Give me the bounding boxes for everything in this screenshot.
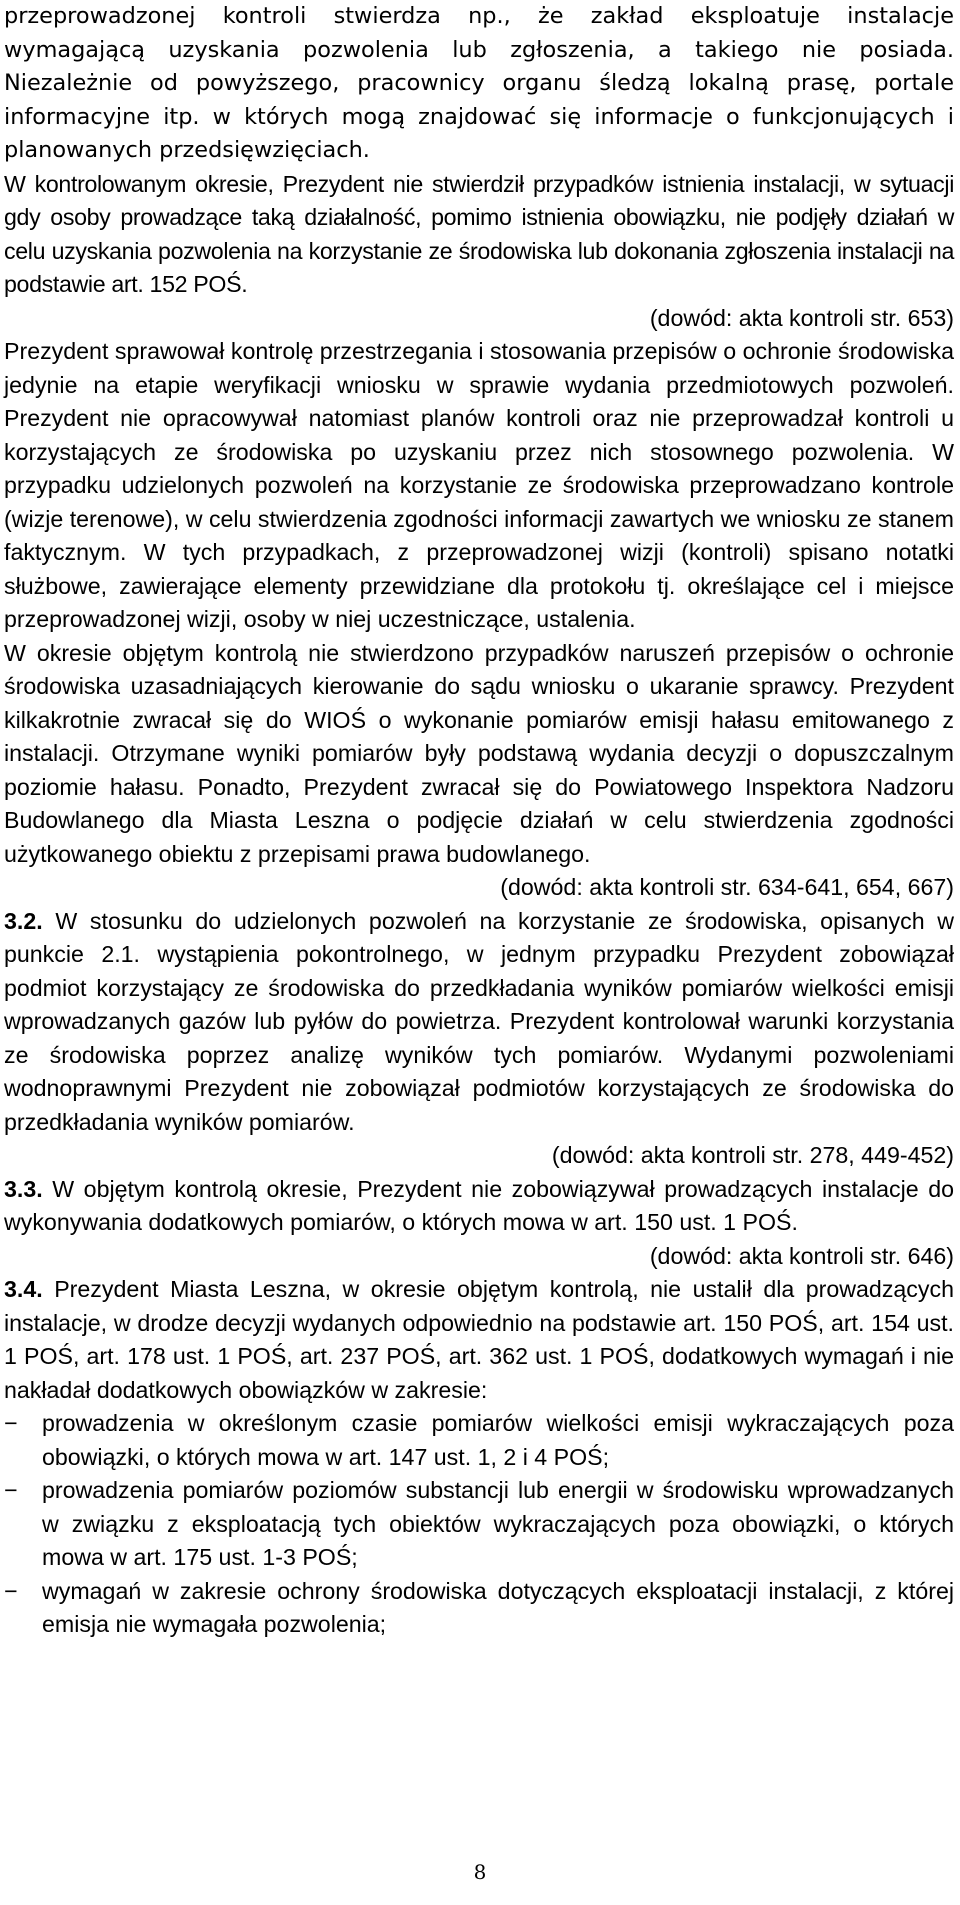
section-3-3 [4, 1173, 954, 1240]
list-item [4, 1407, 954, 1474]
page-number: 8 [473, 1860, 487, 1884]
requirements-list [4, 1407, 954, 1642]
dash-bullet: − [4, 1410, 18, 1436]
section-number: 3.2. [4, 907, 43, 934]
section-3-4 [4, 1273, 954, 1407]
list-item [4, 1474, 954, 1575]
list-item-text: prowadzenia w określonym czasie pomiarów wielkości emisji wykraczających poza obowiązki, o których mowa w art. 147 ust. 1, 2 i 4 POŚ; [42, 1410, 954, 1470]
paragraph-control-supervision: Prezydent sprawował kontrolę przestrzegania i stosowania przepisów o ochronie środowiska jedynie na etapie weryfikacji wniosku w sprawie wydania przedmiotowych pozwoleń. Prezydent nie opracowywał natomiast planów kontroli oraz nie przeprowadzał kontroli u korzystających ze środowiska po uzyskaniu przez nich stosownego pozwolenia. W przypadku udzielonych pozwoleń na korzystanie ze środowiska przeprowadzano kontrole (wizje terenowe), w celu stwierdzenia zgodności informacji zawartych we wniosku ze stanem faktycznym. W tych przypadkach, z przeprowadzonej wizji (kontroli) spisano notatki służbowe, zawierające elementy przewidziane dla protokołu tj. określające cel i miejsce przeprowadzonej wizji, osoby w niej uczestniczące, ustalenia. [4, 338, 954, 632]
evidence-reference: (dowód: akta kontroli str. 278, 449-452) [551, 1142, 954, 1168]
paragraph-no-court-motions: W okresie objętym kontrolą nie stwierdzono przypadków naruszeń przepisów o ochronie środowiska uzasadniających kierowanie do sądu wniosku o ukaranie sprawcy. Prezydent kilkakrotnie zwracał się do WIOŚ o wykonanie pomiarów emisji hałasu emitowanego z instalacji. Otrzymane wyniki pomiarów były podstawą wydania decyzji o dopuszczalnym poziomie hałasu. Ponadto, Prezydent zwracał się do Powiatowego Inspektora Nadzoru Budowlanego dla Miasta Leszna o podjęcie działań w celu stwierdzenia zgodności użytkowanego obiektu z przepisami prawa budowlanego. [4, 639, 954, 867]
section-text: W stosunku do udzielonych pozwoleń na korzystanie ze środowiska, opisanych w punkcie 2.1. wystąpienia pokontrolnego, w jednym przypadku Prezydent zobowiązał podmiot korzystający ze środowiska do przedkładania wyników pomiarów wielkości emisji wprowadzanych gazów lub pyłów do powietrza. Prezydent kontrolował warunki korzystania ze środowiska poprzez analizę wyników tych pomiarów. Wydanymi pozwoleniami wodnoprawnymi Prezydent nie zobowiązał podmiotów korzystających ze środowiska do przedkładania wyników pomiarów. [4, 907, 954, 1135]
list-item-text: wymagań w zakresie ochrony środowiska dotyczących eksploatacji instalacji, z której emisja nie wymagała pozwolenia; [42, 1577, 954, 1637]
evidence-reference: (dowód: akta kontroli str. 653) [649, 304, 954, 331]
list-item [4, 1575, 954, 1642]
section-number: 3.4. [4, 1276, 43, 1302]
dash-bullet: − [4, 1477, 18, 1503]
paragraph-no-violations: W kontrolowanym okresie, Prezydent nie stwierdził przypadków istnienia instalacji, w sytuacji gdy osoby prowadzące taką działalność, pomimo istnienia obowiązku, nie podjęły działań w celu uzyskania pozwolenia na korzystanie ze środowiska lub dokonania zgłoszenia instalacji na podstawie art. 152 POŚ. [4, 170, 954, 297]
list-item-text: prowadzenia pomiarów poziomów substancji lub energii w środowisku wprowadzanych w związku z eksploatacją tych obiektów wykraczających poza obowiązki, o których mowa w art. 175 ust. 1-3 POŚ; [42, 1477, 954, 1570]
dash-bullet: − [4, 1577, 18, 1604]
section-text: W objętym kontrolą okresie, Prezydent nie zobowiązywał prowadzących instalacje do wykonywania dodatkowych pomiarów, o których mowa w art. 150 ust. 1 POŚ. [4, 1175, 955, 1235]
evidence-reference: (dowód: akta kontroli str. 646) [649, 1242, 954, 1269]
evidence-reference: (dowód: akta kontroli str. 634-641, 654, 667) [500, 874, 954, 900]
section-number: 3.3. [4, 1175, 43, 1202]
document-page [4, 0, 954, 1642]
section-3-2 [4, 905, 954, 1140]
section-text: Prezydent Miasta Leszna, w okresie objętym kontrolą, nie ustalił dla prowadzących instalacje, w drodze decyzji wydanych odpowiednio na podstawie art. 150 POŚ, art. 154 ust. 1 POŚ, art. 178 ust. 1 POŚ, art. 237 POŚ, art. 362 ust. 1 POŚ, dodatkowych wymagań i nie nakładał dodatkowych obowiązków w zakresie: [4, 1276, 954, 1403]
intro-paragraph: przeprowadzonej kontroli stwierdza np., że zakład eksploatuje instalacje wymagającą uzyskania pozwolenia lub zgłoszenia, a takiego nie posiada. Niezależnie od powyższego, pracownicy organu śledzą lokalną prasę, portale informacyjne itp. w których mogą znajdować się informacje o funkcjonujących i planowanych przedsięwzięciach. [4, 3, 954, 163]
